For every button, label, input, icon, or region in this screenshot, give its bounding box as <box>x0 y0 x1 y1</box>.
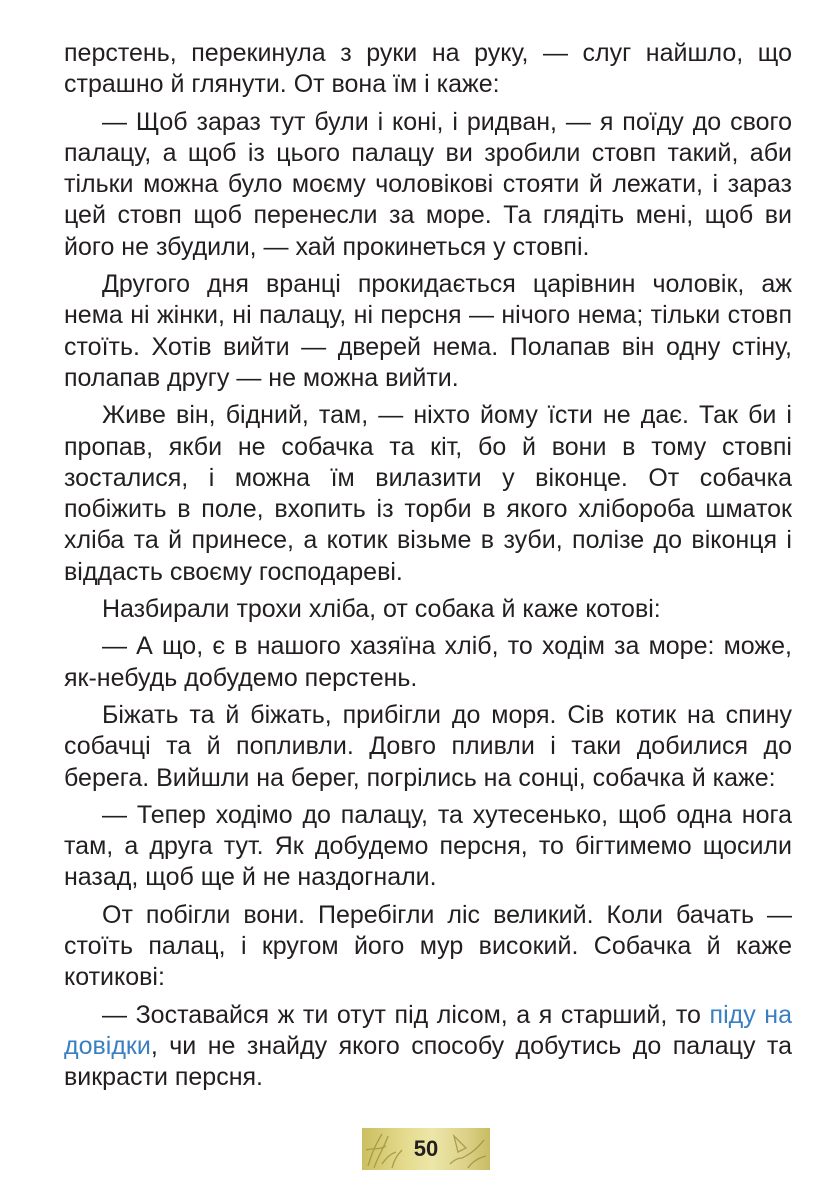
paragraph: Живе він, бідний, там, — ніхто йому їсти не дає. Так би і пропав, якби не собачка та кіт, бо й вони в тому стовпі зосталися, і можна їм вилазити у віконце. От собачка побіжить в поле, вхопить із торби в якого хлібороба шматок хліба та й принесе, а котик візьме в зуби, полізе до віконця і віддасть своєму господареві. <box>64 401 792 586</box>
page-number-badge <box>362 1128 490 1170</box>
paragraph: От побігли вони. Перебігли ліс великий. Коли бачать — стоїть палац, і кругом його мур високий. Собачка й каже котикові: <box>64 900 792 992</box>
paragraph: Біжать та й біжать, прибігли до моря. Сів котик на спину собачці та й попливли. Довго пливли і таки добилися до берега. Вийшли на берег, погрілись на сонці, собачка й каже: <box>64 700 792 792</box>
paragraph: перстень, перекинула з руки на руку, — слуг найшло, що страшно й глянути. От вона їм і каже: <box>64 39 792 99</box>
paragraph: — Тепер ходімо до палацу, та хутесенько, щоб одна нога там, а друга тут. Як добудемо персня, то бігтимемо щосили назад, щоб ще й не наздогнали. <box>64 800 792 892</box>
paragraph: Другого дня вранці прокидається царівнин чоловік, аж нема ні жінки, ні палацу, ні персня — нічого нема; тільки стовп стоїть. Хотів вийти — дверей нема. Полапав він одну стіну, полапав другу — не можна вийти. <box>64 270 792 392</box>
paragraph-last <box>64 1000 792 1094</box>
paragraph: — Щоб зараз тут були і коні, і ридван, — я поїду до свого палацу, а щоб із цього палацу ви зробили стовп такий, аби тільки можна було моєму чоловікові стояти й лежати, і зараз цей стовп щоб перенесли за море. Та глядіть мені, щоб ви його не збудили, — хай прокинеться у стовпі. <box>64 107 792 261</box>
page-number: 50 <box>413 1136 439 1161</box>
story-text <box>64 38 792 1100</box>
glossary-link[interactable]: піду на довідки <box>64 1000 792 1060</box>
paragraph: — А що, є в нашого хазяїна хліб, то ходім за море: може, як-небудь добудемо перстень. <box>64 632 792 692</box>
paragraph-text: , чи не знайду якого способу добутись до палацу та викрасти персня. <box>64 1031 792 1092</box>
paragraph-text: — Зоставайся ж ти отут під лісом, а я старший, то <box>102 1000 710 1029</box>
paragraph: Назбирали трохи хліба, от собака й каже котові: <box>102 595 661 624</box>
